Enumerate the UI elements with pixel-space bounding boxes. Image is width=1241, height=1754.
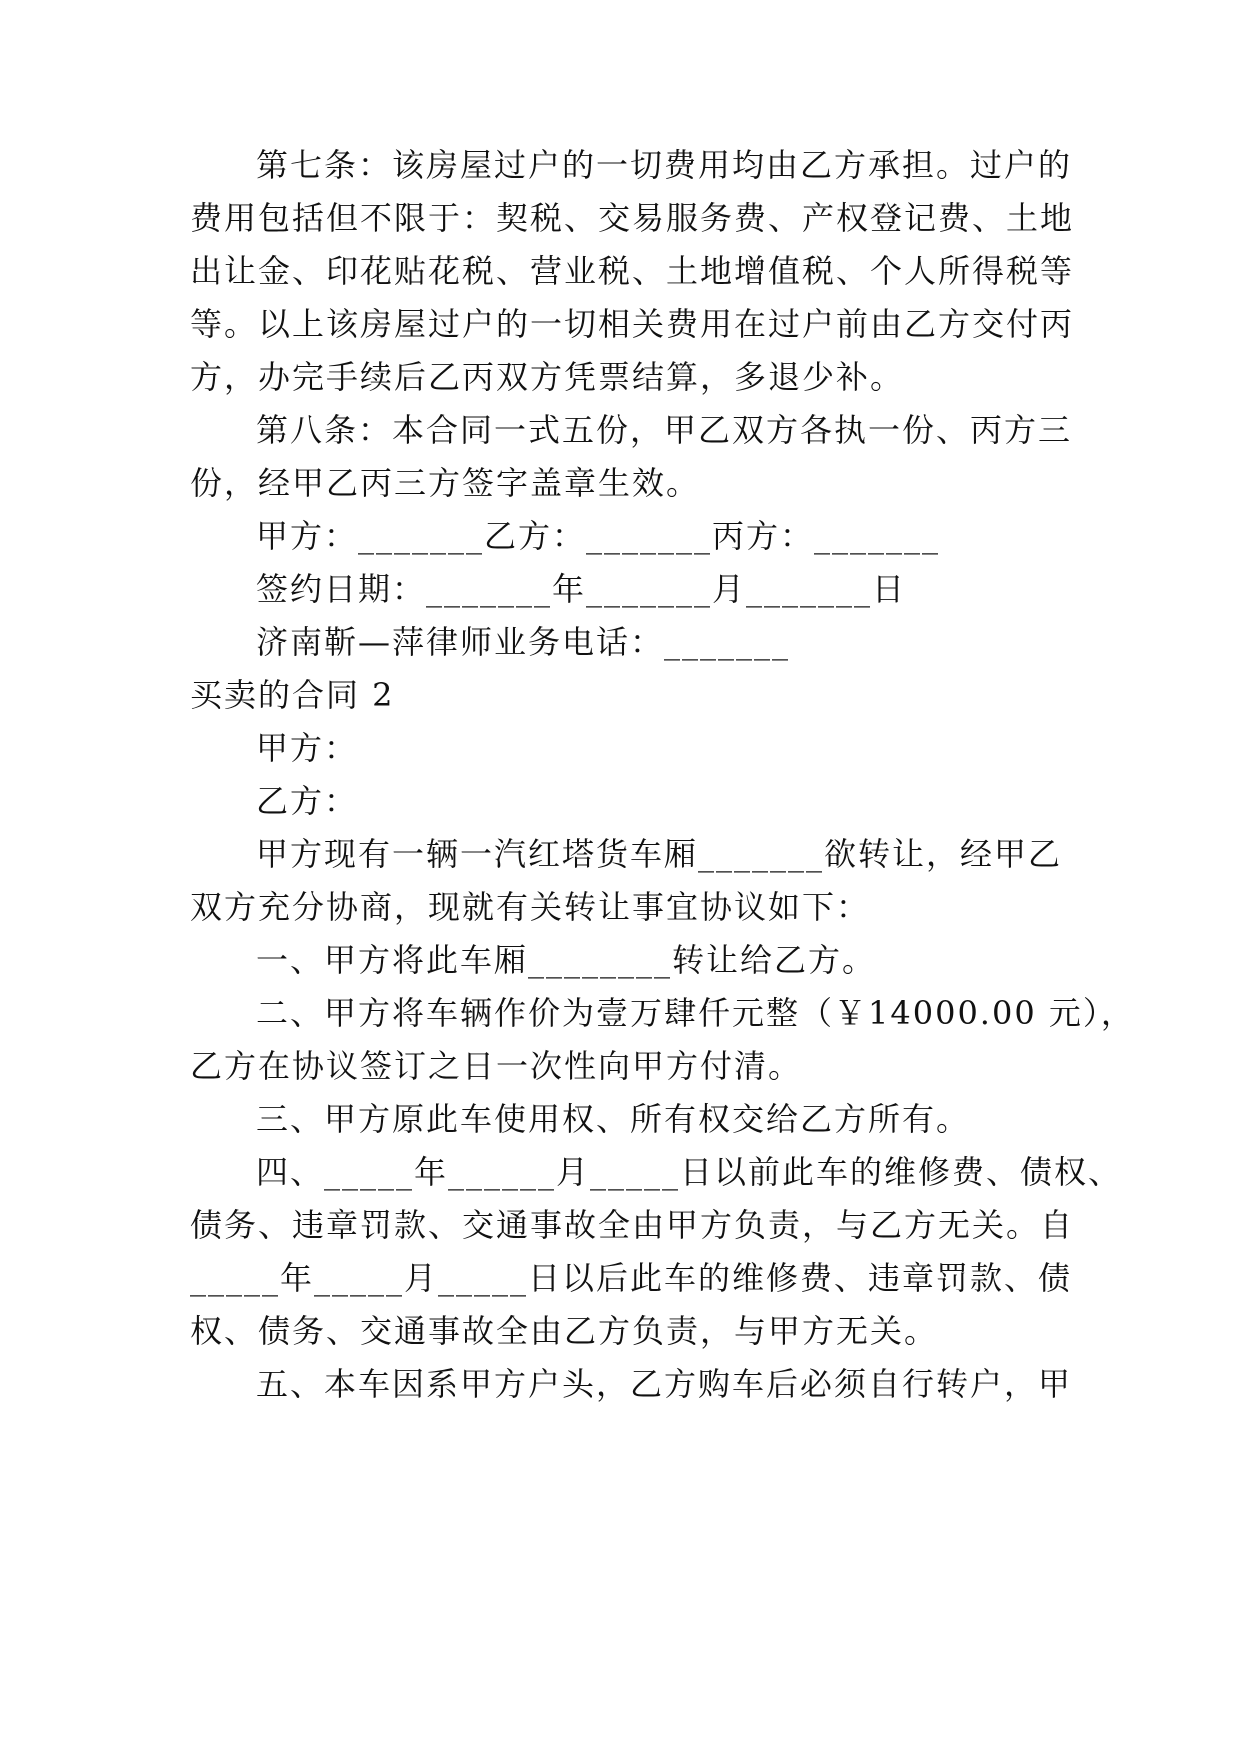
- clause-8-line-1: 第八条：本合同一式五份，甲乙双方各执一份、丙方三: [256, 411, 1073, 449]
- party-a-label: 甲方：: [256, 729, 359, 767]
- article-2-line-2: 乙方在协议签订之日一次性向甲方付清。: [190, 1047, 803, 1085]
- article-3-line: 三、甲方原此车使用权、所有权交给乙方所有。: [256, 1100, 971, 1138]
- section-title: 买卖的合同 2: [190, 676, 395, 714]
- clause-7-line-4: 等。以上该房屋过户的一切相关费用在过户前由乙方交付丙: [190, 305, 1075, 343]
- article-4-line-2: 债务、违章罚款、交通事故全由甲方负责，与乙方无关。自: [190, 1206, 1075, 1244]
- clause-8-line-2: 份，经甲乙丙三方签字盖章生效。: [190, 464, 701, 502]
- article-2-line-1: 二、甲方将车辆作价为壹万肆仟元整（￥14000.00 元），: [256, 994, 1135, 1032]
- article-4-line-1: 四、_____年______月_____日以前此车的维修费、债权、: [256, 1153, 1123, 1191]
- clause-7-line-2: 费用包括但不限于：契税、交易服务费、产权登记费、土地: [190, 199, 1075, 237]
- party-b-label: 乙方：: [256, 782, 359, 820]
- article-5-line-1: 五、本车因系甲方户头，乙方购车后必须自行转户，甲: [256, 1365, 1073, 1403]
- preamble-line-1: 甲方现有一辆一汽红塔货车厢_______欲转让，经甲乙: [256, 835, 1063, 873]
- clause-7-line-5: 方，办完手续后乙丙双方凭票结算，多退少补。: [190, 358, 905, 396]
- article-4-line-4: 权、债务、交通事故全由乙方负责，与甲方无关。: [190, 1312, 939, 1350]
- article-1-line: 一、甲方将此车厢________转让给乙方。: [256, 941, 877, 979]
- preamble-line-2: 双方充分协商，现就有关转让事宜协议如下：: [190, 888, 871, 926]
- clause-7-line-1: 第七条：该房屋过户的一切费用均由乙方承担。过户的: [256, 146, 1073, 184]
- lawyer-phone-line: 济南靳—萍律师业务电话：_______: [256, 623, 791, 661]
- clause-7-line-3: 出让金、印花贴花税、营业税、土地增值税、个人所得税等: [190, 252, 1075, 290]
- article-4-line-3: _____年_____月_____日以后此车的维修费、违章罚款、债: [190, 1259, 1073, 1297]
- signature-parties-line: 甲方：_______乙方：_______丙方：_______: [256, 517, 941, 555]
- signing-date-line: 签约日期：_______年_______月_______日: [256, 570, 907, 608]
